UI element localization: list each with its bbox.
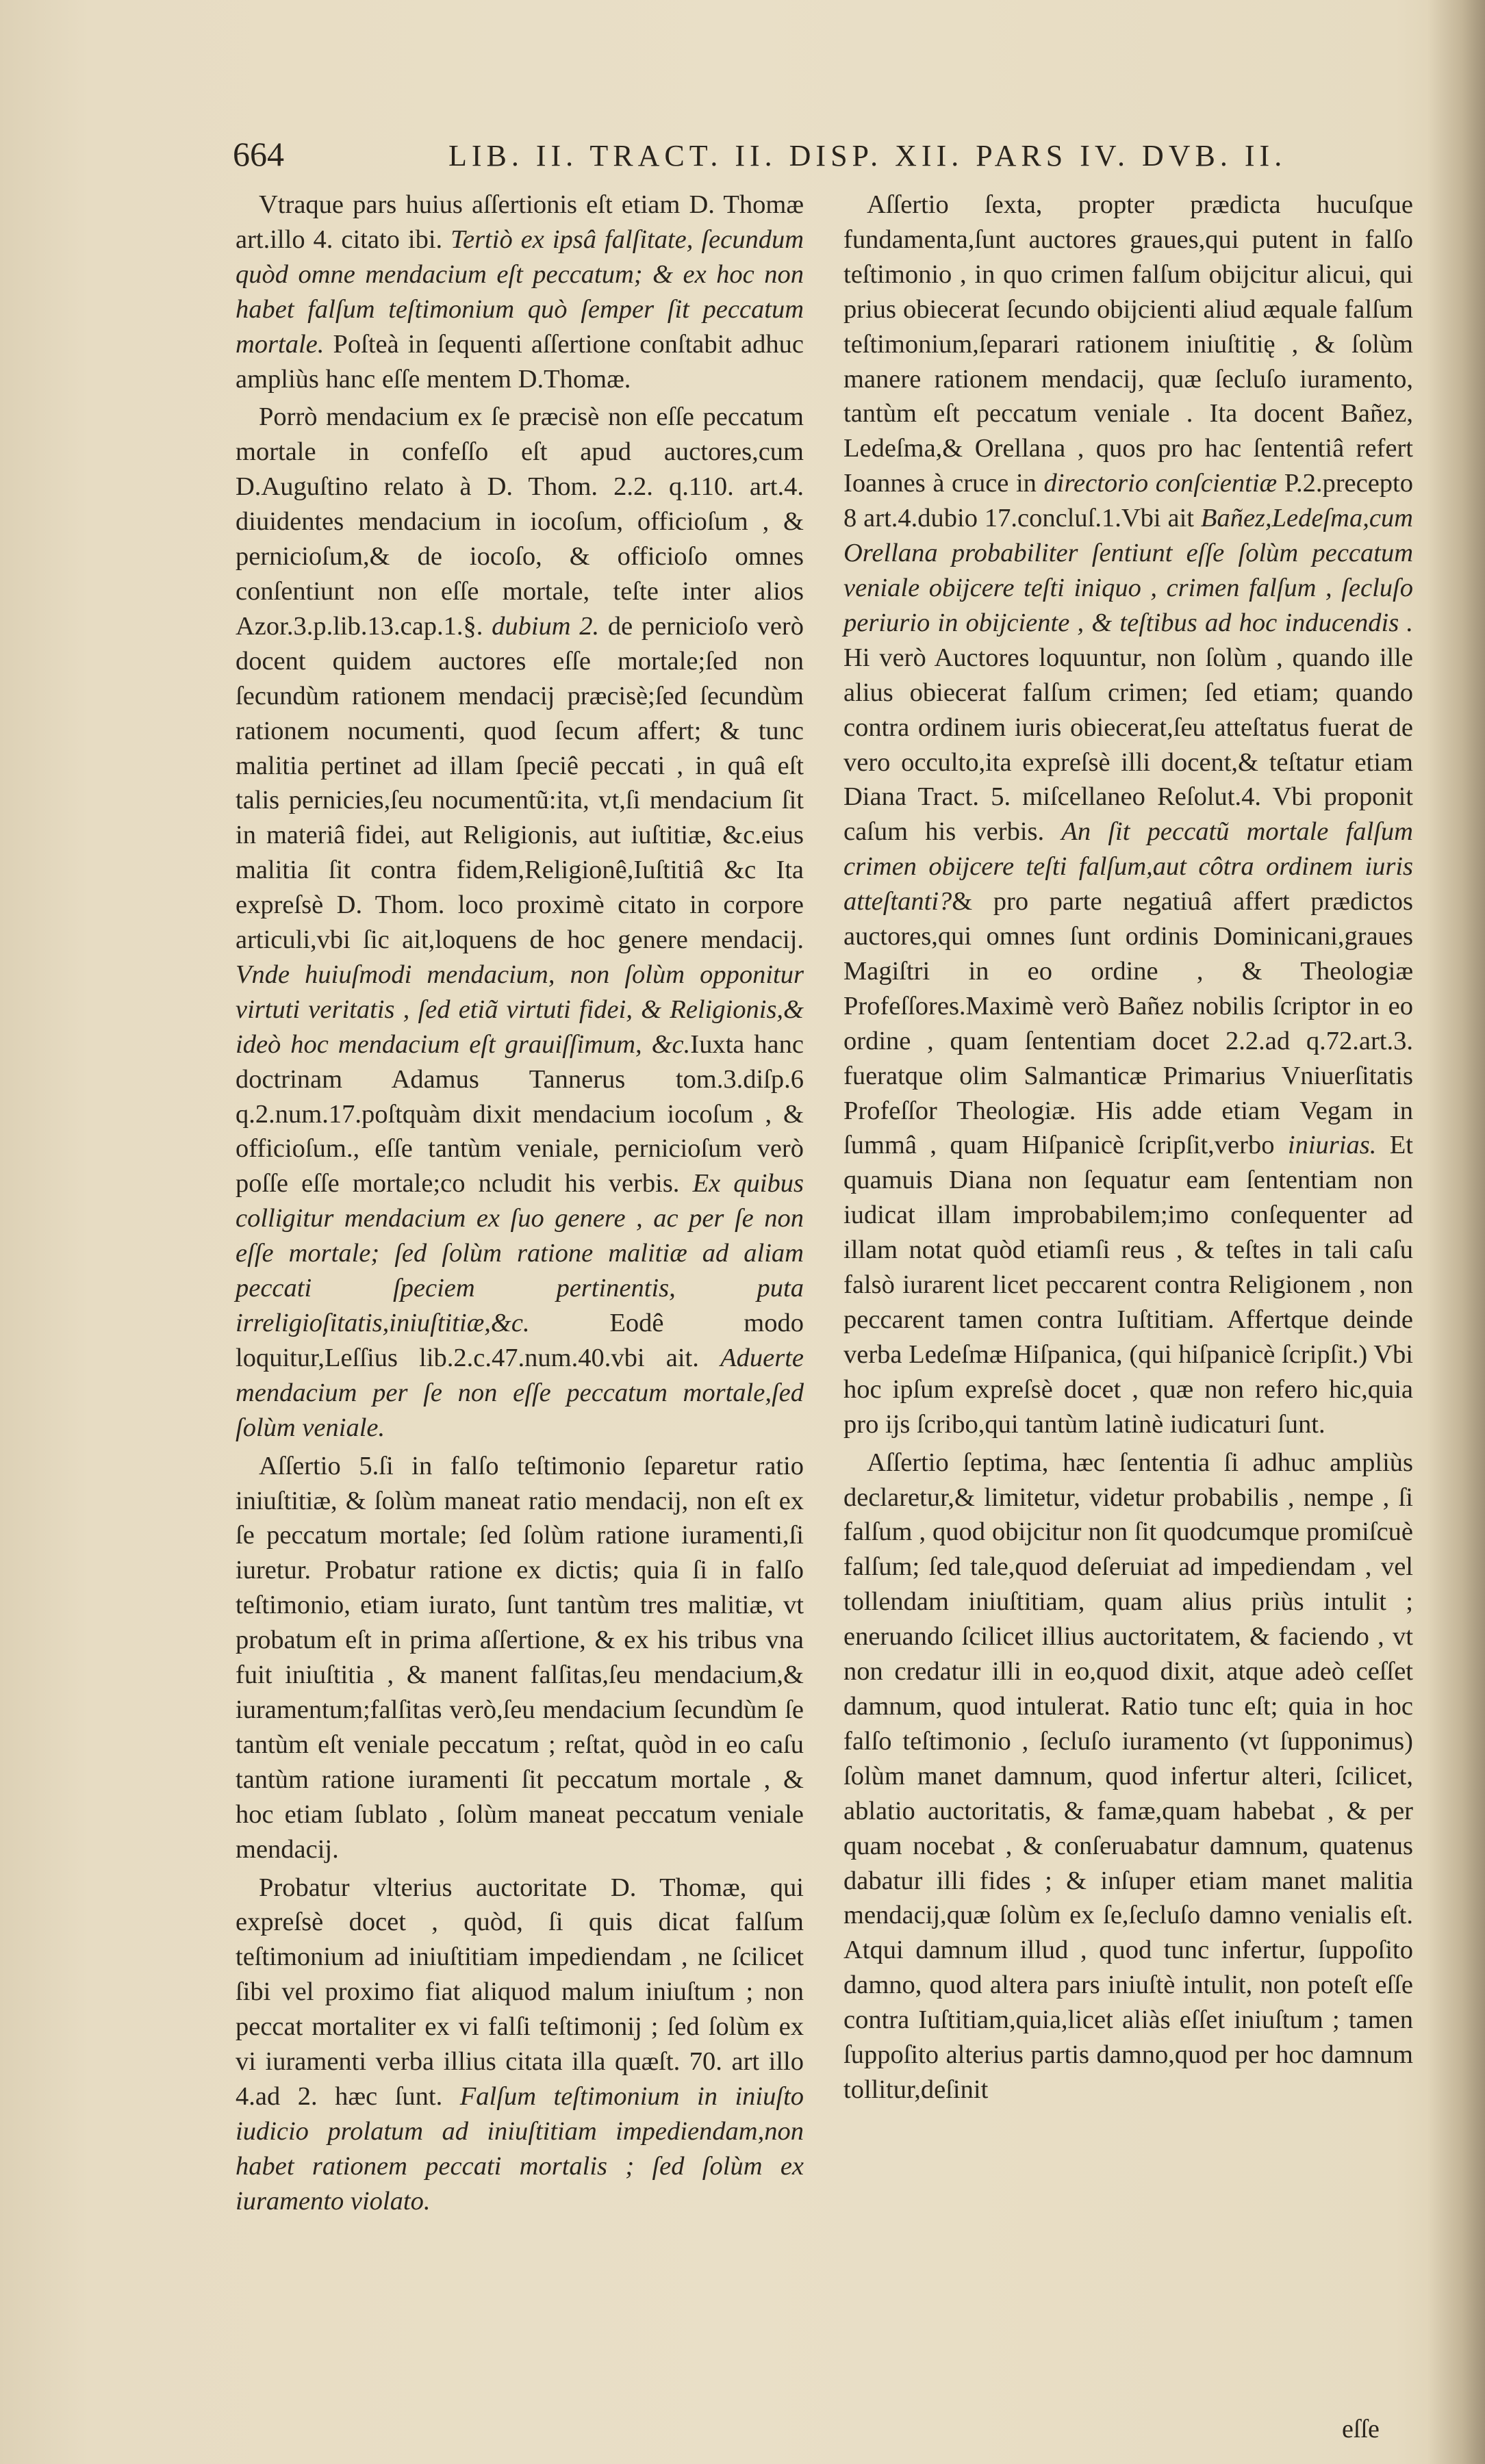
text-run: Aſſertio ſeptima, hæc ſententia ſi adhuc ampliùs declaretur,& limitetur, videtur probabilis , nempe , ſi falſum , quod obijcitur non ſit quodcumque promiſcuè falſum; ſed tale,quod deſeruiat ad impediendam , vel tollendam iniuſtitiam, quam alius priùs intulit ; eneruando ſcilicet illius auctoritatem, & faciendo , vt non credatur illi in eo,quod dixit, atque adeò ceſſet damnum, quod intulerat. Ratio tunc eſt; quia in hoc falſo teſtimonio , ſecluſo iuramento (vt ſupponimus) ſolùm manet damnum, quod infertur alteri, ſcilicet, ablatio auctoritatis, & famæ,quam habebat , & per quam nocebat , & conſeruabatur damnum, quatenus dabatur illi fides ; & inſuper etiam manet malitia mendacij,quæ ſolùm ex ſe,ſecluſo damno venialis eſt. Atqui damnum illud , quod tunc infertur, ſuppoſito damno, quod altera pars iniuſtè intulit, non poteſt eſſe contra Iuſtitiam,quia,licet aliàs eſſet iniuſtum ; tamen ſuppoſito alterius partis damno,quod per hoc damnum tollitur,deſinit [843,1448,1413,2104]
italic-quotation: Vnde huiuſmodi mendacium, non ſolùm opponitur virtuti veritatis , ſed etiã virtuti fidei, & Religionis,& ideò hoc mendacium eſt grauiſſimum, &c. [236,960,804,1059]
italic-quotation: Falſum teſtimonium in iniuſto iudicio prolatum ad iniuſtitiam impediendam,non habet rationem peccati mortalis ; ſed ſolùm ex iuramento violato. [236,2081,804,2216]
text-run: Hi verò Auctores loquuntur, non ſolùm , quando ille alius obiecerat falſum crimen; ſed etiam; quando contra ordinem iuris obiecerat,ſeu atteſtatus fuerat de vero occulto,ita expreſsè illi docent,& teſtatur etiam Diana Tract. 5. miſcellaneo Reſolut.4. Vbi proponit caſum his verbis. [843,643,1413,847]
text-run: Porrò mendacium ex ſe præcisè non eſſe peccatum mortale in confeſſo eſt apud auctores,cum D.Auguſtino relato à D. Thom. 2.2. q.110. art.4. diuidentes mendacium in iocoſum, officioſum , & pernicioſum,& de iocoſo, & officioſo omnes conſentiunt non eſſe mortale, teſte inter alios Azor.3.p.lib.13.cap.1.§. [236,402,804,641]
text-run: P.2.precepto 8 art.4.dubio 17.concluſ.1.Vbi ait [843,469,1413,533]
paragraph [236,1449,804,1867]
italic-quotation: iniurias. [1287,1131,1377,1160]
running-title: LIB. II. TRACT. II. DISP. XII. PARS IV. DVB. II. [448,139,1287,172]
paragraph [236,400,804,1445]
italic-quotation: Ex quibus colligitur mendacium ex ſuo genere , ac per ſe non eſſe mortale; ſed ſolùm ratione malitiæ ad aliam peccati ſpeciem pertinentis, puta irreligioſitatis,iniuſtitiæ,&c. [236,1169,804,1337]
paragraph [236,188,804,396]
text-run: Vtraque pars huius aſſertionis eſt etiam D. Thomæ art.illo 4. citato ibi. [236,190,804,254]
paragraph [236,1871,804,2219]
running-head [233,134,1362,182]
text-run: Probatur vlterius auctoritate D. Thomæ, qui expreſsè docet , quòd, ſi quis dicat falſum teſtimonium ad iniuſtitiam impediendam , ne ſcilicet ſibi vel proximo fiat aliquod malum iniuſtum ; non peccat mortaliter ex vi falſi teſtimonij ; ſed ſolùm ex vi iuramenti verba illius citata illa quæſt. 70. art illo 4.ad 2. hæc ſunt. [236,1873,804,2111]
text-run: Eodê modo loquitur,Leſſius lib.2.c.47.num.40.vbi ait. [236,1309,804,1372]
text-run: Aſſertio ſexta, propter prædicta hucuſque fundamenta,ſunt auctores graues,qui putent in falſo teſtimonio , in quo crimen falſum obijcitur alicui, qui prius obiecerat ſecundo obijcienti aliud æquale falſum teſtimonium,ſeparari rationem iniuſtitię , & ſolùm manere rationem mendacij, quæ ſecluſo iuramento, tantùm eſt peccatum veniale . Ita docent Bañez, Ledeſma,& Orellana , quos pro hac ſententiâ refert Ioannes à cruce in [843,190,1413,498]
italic-quotation: Tertiò ex ipsâ falſitate, ſecundum quòd omne mendacium eſt peccatum; & ex hoc non habet falſum teſtimonium quò ſemper ſit peccatum mortale. [236,224,804,359]
italic-quotation: dubium 2. [492,611,600,641]
italic-quotation: An ſit peccatũ mortale falſum crimen obijcere teſti falſum,aut côtra ordinem iuris atteſtanti? [843,817,1413,916]
text-run: Poſteà in ſequenti aſſertione conſtabit adhuc ampliùs hanc eſſe mentem D.Thomæ. [236,329,804,394]
left-column [236,188,804,2219]
paragraph [843,188,1413,1442]
italic-quotation: directorio conſcientiæ [1043,469,1278,498]
page-number: 664 [233,135,284,173]
paragraph [843,1446,1413,2107]
right-column [843,188,1413,2107]
catchword: eſſe [1342,2415,1380,2443]
text-run: de pernicioſo verò docent quidem auctores eſſe mortale;ſed non ſecundùm rationem mendacij præcisè;ſed ſecundùm rationem nocumenti, quod ſecum affert; & tunc malitia pertinet ad illam ſpeciê peccati , in quâ eſt talis pernicies,ſeu nocumentũ:ita, vt,ſi mendacium ſit in materiâ fidei, aut Religionis, aut iuſtitiæ, &c.eius malitia ſit contra fidem,Religionê,Iuſtitiâ &c Ita expreſsè D. Thom. loco proximè citato in corpore articuli,vbi ſic ait,loquens de hoc genere mendacij. [236,611,804,955]
italic-quotation: Bañez,Ledeſma,cum Orellana probabiliter ſentiunt eſſe ſolùm peccatum veniale obijcere teſti iniquo , crimen falſum , ſecluſo periurio in obijciente , & teſtibus ad hoc inducendis . [843,504,1413,637]
text-run: Et quamuis Diana non ſequatur eam ſententiam non iudicat illam improbabilem;imo conſequenter ad illam notat quòd etiamſi reus , & teſtes in tali caſu falsò iurarent licet peccarent contra Religionem , non peccarent tamen contra Iuſtitiam. Affertque deinde verba Ledeſmæ Hiſpanica, (qui hiſpanicè ſcripſit.) Vbi hoc ipſum expreſsè docet , quæ non refero hic,quia pro ijs ſcribo,qui tantùm latinè iudicaturi ſunt. [843,1131,1414,1439]
text-run: & pro parte negatiuâ affert prædictos auctores,qui omnes ſunt ordinis Dominicani,graues Magiſtri in eo ordine , & Theologiæ Profeſſores.Maximè verò Bañez nobilis ſcriptor in eo ordine , quam ſententiam docet 2.2.ad q.72.art.3. fueratque olim Salmanticæ Primarius Vniuerſitatis Profeſſor Theologiæ. His adde etiam Vegam in ſummâ , quam Hiſpanicè ſcripſit,verbo [843,887,1413,1160]
text-run: Aſſertio 5.ſi in falſo teſtimonio ſeparetur ratio iniuſtitiæ, & ſolùm maneat ratio mendacij, non eſt ex ſe peccatum mortale; ſed ſolùm ratione iuramenti,ſi iuretur. Probatur ratione ex dictis; quia ſi in falſo teſtimonio, etiam iurato, ſunt tantùm tres malitiæ, vt probatum eſt in prima aſſertione, & ex his tribus vna fuit iniuſtitia , & manent falſitas,ſeu mendacium,& iuramentum;falſitas verò,ſeu mendacium ſecundùm ſe tantùm eſt veniale peccatum ; reſtat, quòd in eo caſu tantùm ratione iuramenti ſit peccatum mortale , & hoc etiam ſublato , ſolùm maneat peccatum veniale mendacij. [236,1451,804,1864]
gutter-shadow [1427,0,1485,2464]
text-run: Iuxta hanc doctrinam Adamus Tannerus tom.3.diſp.6 q.2.num.17.poſtquàm dixit mendacium iocoſum , & officioſum., eſſe tantùm veniale, pernicioſum verò poſſe eſſe mortale;co ncludit his verbis. [236,1029,804,1198]
italic-quotation: Aduerte mendacium per ſe non eſſe peccatum mortale,ſed ſolùm veniale. [236,1343,804,1442]
